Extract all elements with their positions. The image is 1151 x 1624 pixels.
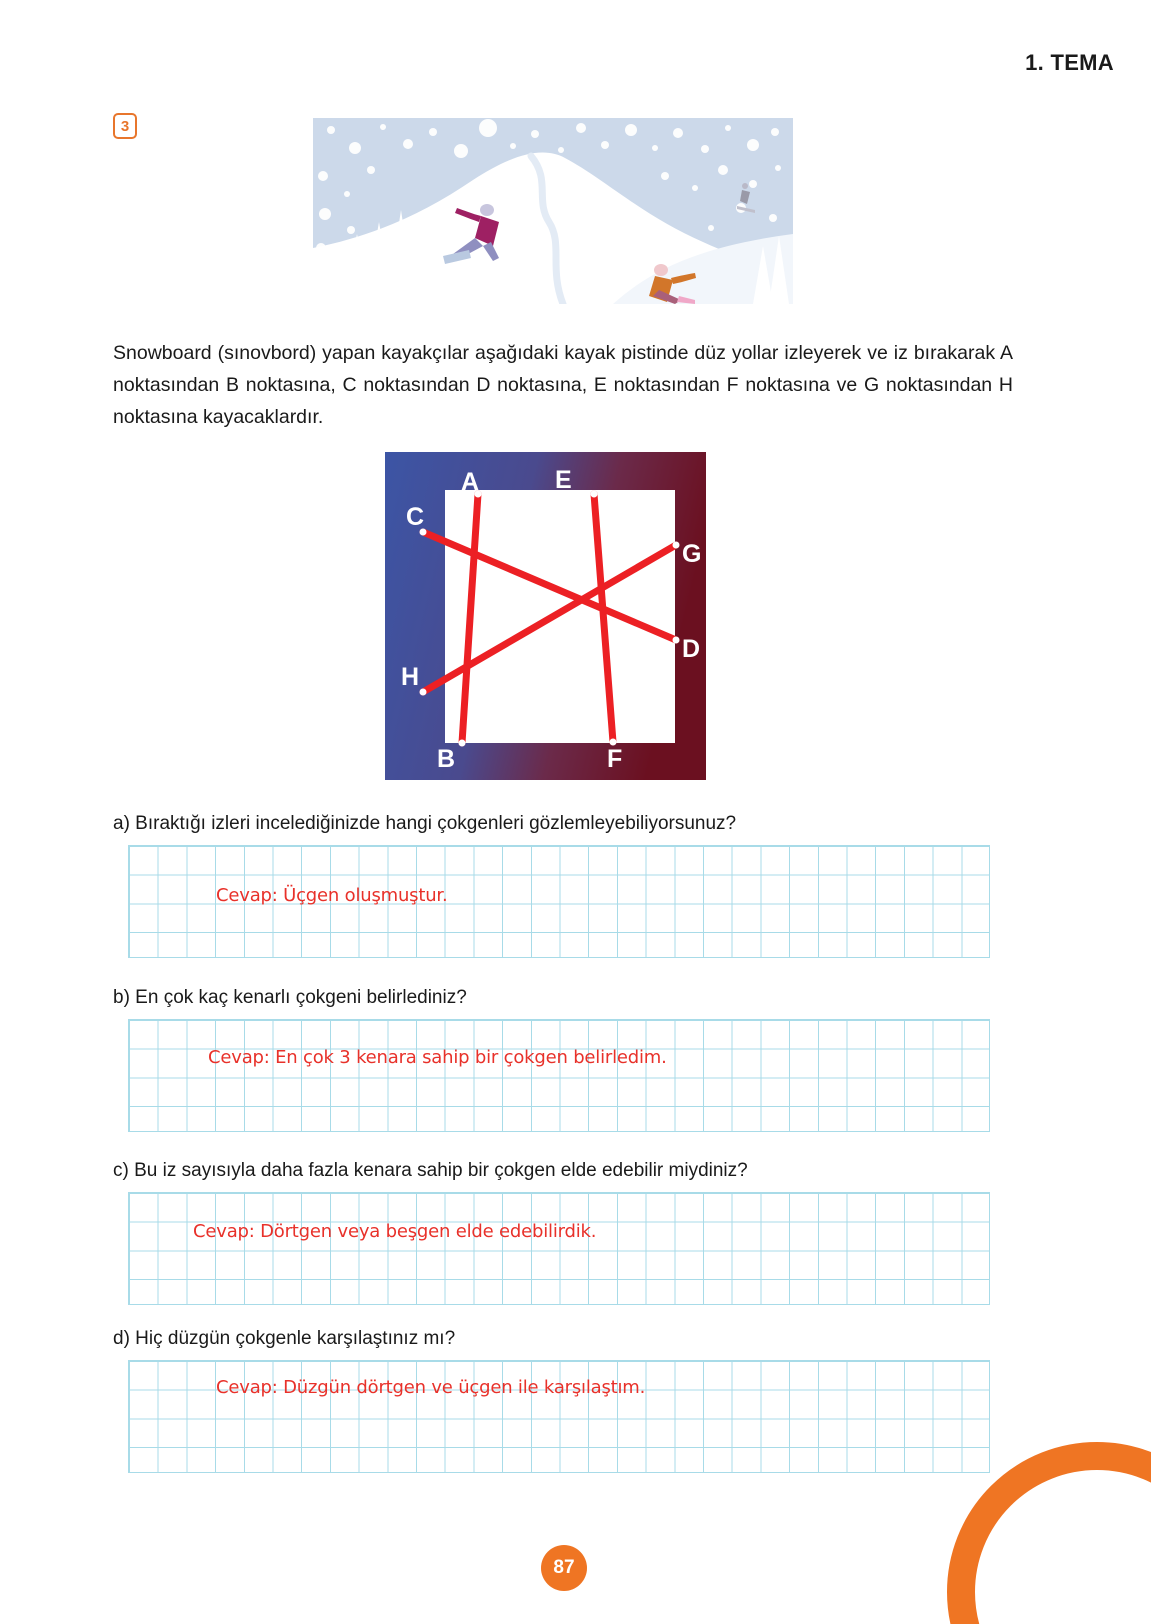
svg-text:B: B (437, 745, 456, 773)
intro-paragraph: Snowboard (sınovbord) yapan kayakçılar aşağıdaki kayak pistinde düz yollar izleyerek ve iz bırakarak A noktasından B noktasına, C noktasından D noktasına, E noktasından F noktasına ve G noktasından H noktasına kayacaklardır. (113, 342, 1013, 428)
answer-d-text: Cevap: Düzgün dörtgen ve üçgen ile karşılaştım. (216, 1377, 646, 1398)
question-c-text: c) Bu iz sayısıyla daha fazla kenara sahip bir çokgen elde edebilir miydiniz? (113, 1160, 748, 1181)
geometry-figure (385, 452, 706, 780)
svg-text:C: C (406, 503, 425, 531)
question-a-text: a) Bıraktığı izleri incelediğinizde hangi çokgenleri gözlemleyebiliyorsunuz? (113, 813, 737, 834)
ski-slope-illustration (313, 118, 793, 304)
question-d-text: d) Hiç düzgün çokgenle karşılaştınız mı? (113, 1328, 456, 1349)
page-number: 87 (541, 1545, 587, 1591)
answer-a-text: Cevap: Üçgen oluşmuştur. (216, 885, 448, 906)
answer-grid-c[interactable] (128, 1192, 990, 1305)
svg-text:F: F (607, 745, 623, 773)
svg-text:H: H (401, 663, 420, 691)
svg-text:A: A (461, 468, 480, 496)
page-title: 1. TEMA (1025, 50, 1114, 75)
svg-text:E: E (555, 466, 572, 494)
answer-b-text: Cevap: En çok 3 kenara sahip bir çokgen belirledim. (208, 1047, 667, 1068)
question-b-text: b) En çok kaç kenarlı çokgeni belirlediniz? (113, 987, 467, 1008)
svg-text:D: D (682, 635, 701, 663)
answer-grid-b[interactable] (128, 1019, 990, 1132)
question-number-badge: 3 (113, 113, 137, 139)
svg-text:G: G (682, 540, 702, 568)
answer-c-text: Cevap: Dörtgen veya beşgen elde edebilirdik. (193, 1221, 597, 1242)
